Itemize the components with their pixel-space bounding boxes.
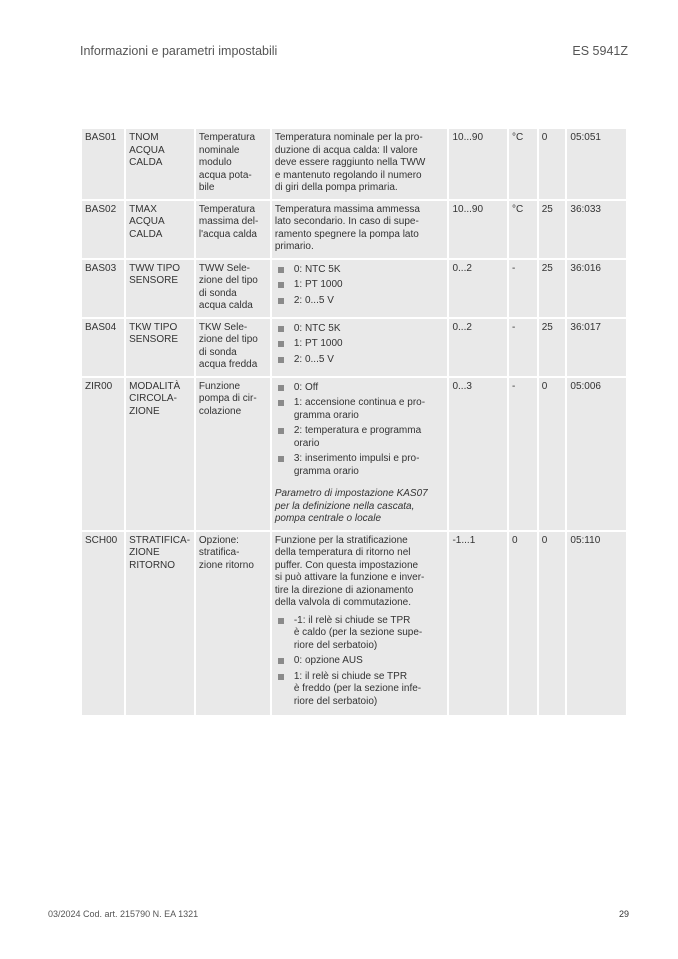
param-address: 05:006 bbox=[567, 378, 626, 530]
param-address: 36:016 bbox=[567, 260, 626, 317]
list-item bbox=[275, 615, 445, 653]
param-description bbox=[272, 129, 448, 199]
option-list bbox=[275, 382, 445, 479]
square-bullet-icon bbox=[278, 341, 284, 347]
list-item bbox=[275, 264, 445, 277]
param-description bbox=[272, 319, 448, 376]
list-item-text: 2: temperatura e programma orario bbox=[293, 425, 422, 449]
parameters-table bbox=[80, 127, 628, 717]
param-unit: - bbox=[509, 319, 537, 376]
param-default: 25 bbox=[539, 201, 566, 258]
list-item-text: 0: Off bbox=[293, 381, 319, 393]
square-bullet-icon bbox=[278, 267, 284, 273]
list-item-text: 1: PT 1000 bbox=[293, 279, 343, 290]
param-range: 10...90 bbox=[449, 129, 507, 199]
document-code: ES 5941Z bbox=[572, 44, 628, 58]
option-list bbox=[275, 264, 445, 308]
param-code: ZIR00 bbox=[82, 378, 124, 530]
square-bullet-icon bbox=[278, 282, 284, 288]
param-unit: °C bbox=[509, 129, 537, 199]
param-name: TKW TIPO SENSORE bbox=[126, 319, 194, 376]
param-name: STRATIFICA- ZIONE RITORNO bbox=[126, 532, 194, 716]
list-item-text: 0: opzione AUS bbox=[293, 655, 363, 666]
list-item bbox=[275, 295, 445, 308]
param-code: BAS04 bbox=[82, 319, 124, 376]
param-name: TNOM ACQUA CALDA bbox=[126, 129, 194, 199]
square-bullet-icon bbox=[278, 618, 284, 624]
list-item-text: 1: PT 1000 bbox=[293, 338, 343, 349]
param-unit: - bbox=[509, 260, 537, 317]
footer-article-info: 03/2024 Cod. art. 215790 N. EA 1321 bbox=[48, 909, 199, 919]
list-item-text: 1: accensione continua e pro- gramma orario bbox=[293, 397, 426, 421]
header-title: Informazioni e parametri impostabili bbox=[80, 44, 278, 58]
param-default: 25 bbox=[539, 319, 566, 376]
param-name: TMAX ACQUA CALDA bbox=[126, 201, 194, 258]
list-item bbox=[275, 338, 445, 351]
list-item-text: 0: NTC 5K bbox=[293, 322, 341, 334]
list-item-text: 3: inserimento impulsi e pro- gramma orario bbox=[293, 453, 420, 477]
param-code: BAS03 bbox=[82, 260, 124, 317]
description-text: Temperatura massima ammessa lato secondario. In caso di supe- ramento spegnere la pompa lato primario. bbox=[274, 203, 420, 252]
param-description bbox=[272, 201, 448, 258]
param-description bbox=[272, 532, 448, 716]
param-code: BAS02 bbox=[82, 201, 124, 258]
list-item-text: -1: il relè si chiude se TPR è caldo (per la sezione supe- riore del serbatoio) bbox=[293, 614, 423, 651]
param-code: SCH00 bbox=[82, 532, 124, 716]
param-short-desc: Temperatura nominale modulo acqua pota- bile bbox=[196, 129, 270, 199]
table-row bbox=[82, 201, 626, 258]
list-item bbox=[275, 354, 445, 367]
param-short-desc: TKW Sele- zione del tipo di sonda acqua fredda bbox=[196, 319, 270, 376]
page-number: 29 bbox=[618, 909, 629, 919]
param-unit: - bbox=[509, 378, 537, 530]
square-bullet-icon bbox=[278, 674, 284, 680]
param-code: BAS01 bbox=[82, 129, 124, 199]
param-name: MODALITÀ CIRCOLA- ZIONE bbox=[126, 378, 194, 530]
description-note: Parametro di impostazione KAS07 per la definizione nella cascata, pompa centrale o locale bbox=[274, 488, 428, 524]
list-item-text: 1: il relè si chiude se TPR è freddo (per la sezione infe- riore del serbatoio) bbox=[293, 670, 422, 707]
list-item bbox=[275, 671, 445, 709]
list-item bbox=[275, 323, 445, 336]
list-item-text: 2: 0...5 V bbox=[293, 294, 334, 306]
param-default: 0 bbox=[539, 378, 566, 530]
square-bullet-icon bbox=[278, 385, 284, 391]
param-range: 10...90 bbox=[449, 201, 507, 258]
option-list bbox=[275, 615, 445, 709]
table-row bbox=[82, 260, 626, 317]
param-address: 36:017 bbox=[567, 319, 626, 376]
square-bullet-icon bbox=[278, 326, 284, 332]
param-description bbox=[272, 260, 448, 317]
param-short-desc: Temperatura massima del- l'acqua calda bbox=[196, 201, 270, 258]
square-bullet-icon bbox=[278, 357, 284, 363]
param-default: 0 bbox=[539, 532, 566, 716]
list-item bbox=[275, 279, 445, 292]
param-default: 25 bbox=[539, 260, 566, 317]
list-item bbox=[275, 397, 445, 422]
table-row bbox=[82, 378, 626, 530]
square-bullet-icon bbox=[278, 400, 284, 406]
list-item-text: 0: NTC 5K bbox=[293, 263, 341, 275]
description-text: Temperatura nominale per la pro- duzione di acqua calda: Il valore deve essere raggiunto nella TWW e mantenuto regolando il numero di giri della pompa primaria. bbox=[274, 132, 426, 193]
param-short-desc: Funzione pompa di cir- colazione bbox=[196, 378, 270, 530]
square-bullet-icon bbox=[278, 456, 284, 462]
param-default: 0 bbox=[539, 129, 566, 199]
option-list bbox=[275, 323, 445, 367]
param-name: TWW TIPO SENSORE bbox=[126, 260, 194, 317]
param-address: 05:110 bbox=[567, 532, 626, 716]
list-item-text: 2: 0...5 V bbox=[293, 353, 334, 365]
param-range: -1...1 bbox=[449, 532, 507, 716]
list-item bbox=[275, 453, 445, 478]
square-bullet-icon bbox=[278, 428, 284, 434]
param-range: 0...2 bbox=[449, 260, 507, 317]
param-unit: °C bbox=[509, 201, 537, 258]
param-short-desc: TWW Sele- zione del tipo di sonda acqua calda bbox=[196, 260, 270, 317]
list-item bbox=[275, 425, 445, 450]
table-row bbox=[82, 319, 626, 376]
param-address: 36:033 bbox=[567, 201, 626, 258]
square-bullet-icon bbox=[278, 298, 284, 304]
param-short-desc: Opzione: stratifica- zione ritorno bbox=[196, 532, 270, 716]
list-item bbox=[275, 382, 445, 395]
param-range: 0...2 bbox=[449, 319, 507, 376]
param-range: 0...3 bbox=[449, 378, 507, 530]
param-unit: 0 bbox=[509, 532, 537, 716]
table-row bbox=[82, 129, 626, 199]
square-bullet-icon bbox=[278, 658, 284, 664]
param-description bbox=[272, 378, 448, 530]
description-intro: Funzione per la stratificazione della temperatura di ritorno nel puffer. Con questa impostazione si può attivare la funzione e inver- tire la direzione di azionamento della valvola di commutazione. bbox=[274, 534, 425, 608]
list-item bbox=[275, 655, 445, 668]
table-row bbox=[82, 532, 626, 716]
param-address: 05:051 bbox=[567, 129, 626, 199]
